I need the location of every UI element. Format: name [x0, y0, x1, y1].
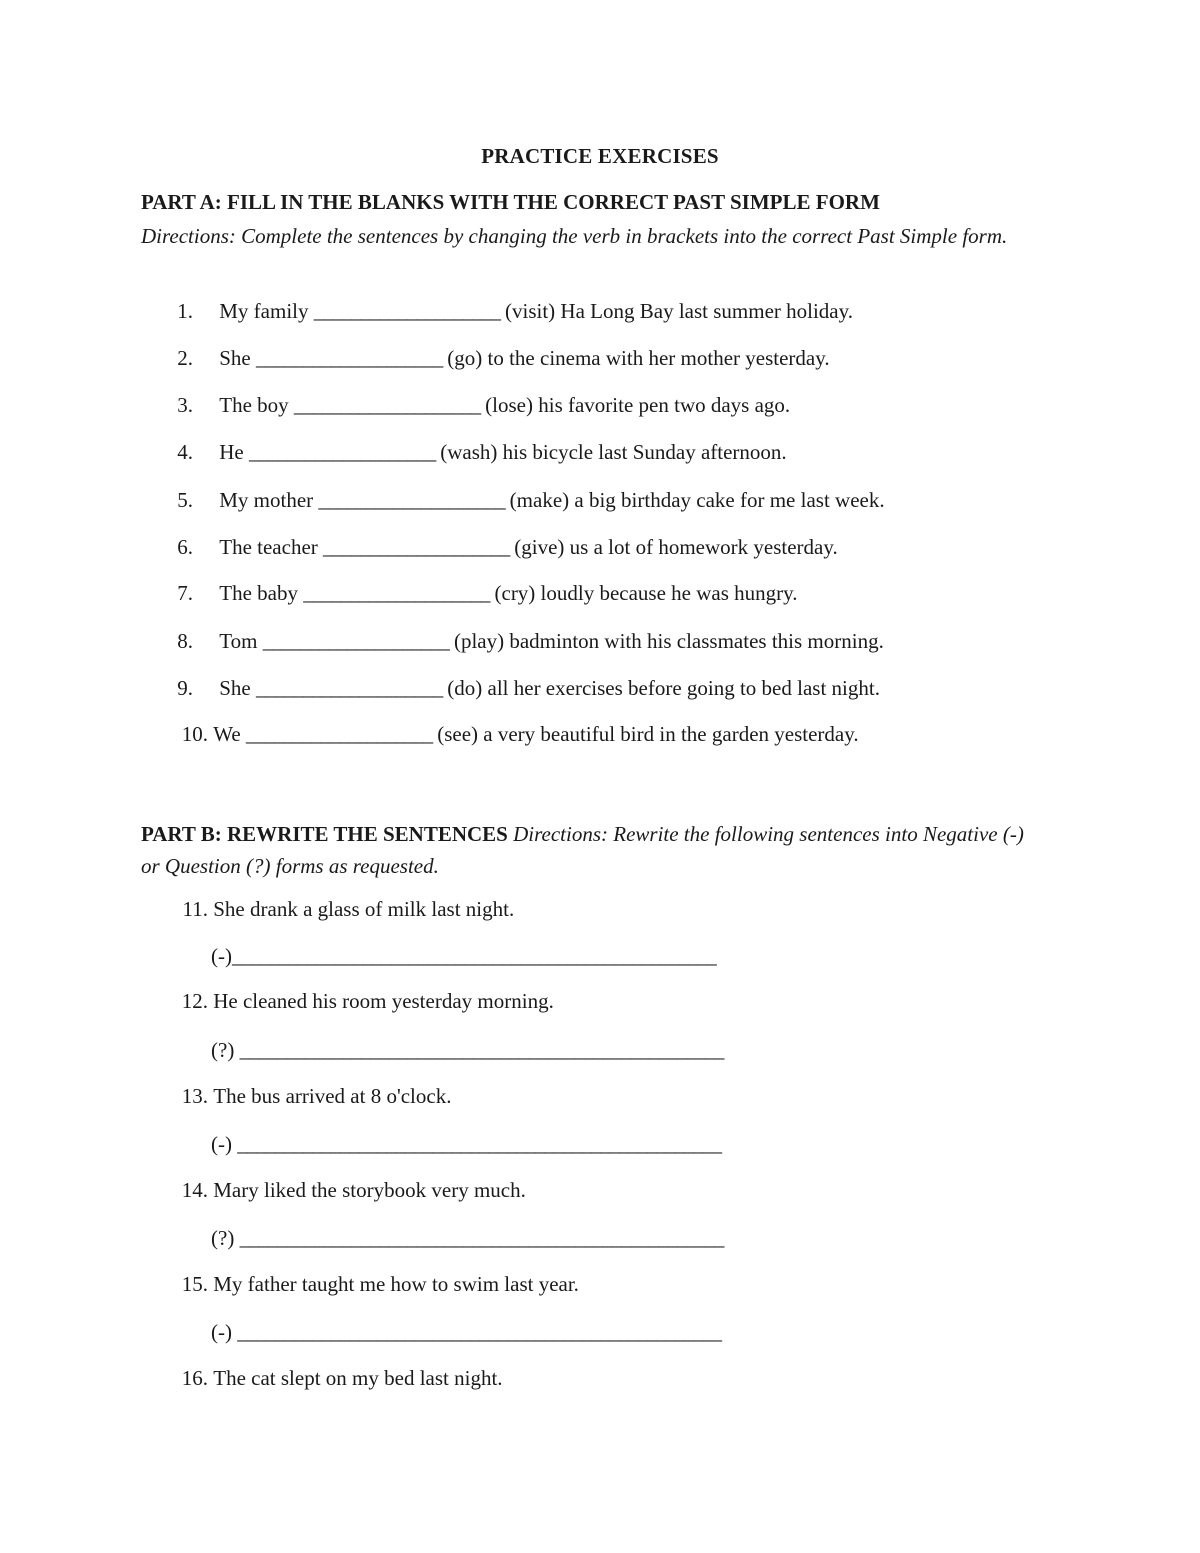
- item-after: (do) all her exercises before going to bed last night.: [447, 676, 880, 700]
- item-before: She: [219, 346, 251, 370]
- list-item: [141, 393, 1101, 418]
- list-item: [141, 1178, 1101, 1203]
- answer-blank[interactable]: ____________________: [249, 440, 436, 464]
- item-sentence: The bus arrived at 8 o'clock.: [213, 1084, 452, 1108]
- item-before: The boy: [219, 393, 289, 417]
- item-number: 3.: [177, 393, 193, 417]
- answer-blank[interactable]: ____________________: [262, 629, 449, 653]
- item-number: 10.: [181, 722, 208, 746]
- list-item: [141, 1084, 1101, 1109]
- item-number: 1.: [177, 299, 193, 323]
- form-marker: (-): [211, 1320, 232, 1344]
- answer-line[interactable]: ____________________________________________________: [239, 1226, 724, 1250]
- item-after: (play) badminton with his classmates this morning.: [453, 629, 884, 653]
- item-number: 5.: [177, 488, 193, 512]
- item-number: 6.: [177, 535, 193, 559]
- list-item: [141, 676, 1101, 701]
- list-item: [141, 581, 1101, 606]
- item-after: (make) a big birthday cake for me last week.: [509, 488, 885, 512]
- answer-line[interactable]: ____________________________________________________: [231, 944, 716, 968]
- item-before: The teacher: [219, 535, 318, 559]
- item-number: 12.: [181, 989, 208, 1013]
- answer-blank[interactable]: ____________________: [318, 488, 505, 512]
- item-after: (lose) his favorite pen two days ago.: [485, 393, 791, 417]
- answer-row: [211, 1226, 723, 1251]
- answer-blank[interactable]: ____________________: [313, 299, 500, 323]
- item-number: 9.: [177, 676, 193, 700]
- item-number: 7.: [177, 581, 193, 605]
- list-item: [141, 1366, 1101, 1391]
- item-after: (cry) loudly because he was hungry.: [494, 581, 798, 605]
- item-after: (wash) his bicycle last Sunday afternoon.: [440, 440, 787, 464]
- answer-row: [211, 1320, 721, 1345]
- item-before: The baby: [219, 581, 298, 605]
- answer-line[interactable]: ____________________________________________________: [239, 1038, 724, 1062]
- item-sentence: He cleaned his room yesterday morning.: [213, 989, 554, 1013]
- list-item: [141, 535, 1101, 560]
- list-item: [141, 989, 1101, 1014]
- page-title: PRACTICE EXERCISES: [481, 144, 719, 168]
- item-number: 14.: [181, 1178, 208, 1202]
- item-sentence: Mary liked the storybook very much.: [213, 1178, 526, 1202]
- answer-blank[interactable]: ____________________: [303, 581, 490, 605]
- list-item: [141, 722, 1101, 747]
- answer-row: [211, 944, 716, 969]
- answer-blank[interactable]: ____________________: [256, 676, 443, 700]
- item-number: 8.: [177, 629, 193, 653]
- list-item: [141, 299, 1101, 324]
- part-b-intro: [141, 818, 1041, 882]
- list-item: [141, 629, 1101, 654]
- item-number: 13.: [181, 1084, 208, 1108]
- form-marker: (?): [211, 1038, 235, 1062]
- item-before: Tom: [219, 629, 258, 653]
- item-before: He: [219, 440, 244, 464]
- item-before: My family: [219, 299, 309, 323]
- list-item: [141, 1272, 1101, 1297]
- part-b-directions: Directions: Rewrite the following sentences into Negative (-) or Question (?) forms as requested.: [141, 822, 1024, 878]
- item-number: 2.: [177, 346, 193, 370]
- list-item: [141, 897, 1101, 922]
- item-after: (give) us a lot of homework yesterday.: [514, 535, 838, 559]
- item-before: We: [213, 722, 241, 746]
- item-number: 4.: [177, 440, 193, 464]
- form-marker: (?): [211, 1226, 235, 1250]
- part-a-directions: Directions: Complete the sentences by changing the verb in brackets into the correct Past Simple form.: [141, 224, 1008, 248]
- answer-blank[interactable]: ____________________: [245, 722, 432, 746]
- answer-line[interactable]: ____________________________________________________: [237, 1320, 721, 1344]
- part-b-heading: PART B: REWRITE THE SENTENCES: [141, 822, 508, 846]
- form-marker: (-): [211, 1132, 232, 1156]
- item-after: (visit) Ha Long Bay last summer holiday.: [505, 299, 854, 323]
- answer-blank[interactable]: ____________________: [323, 535, 510, 559]
- item-number: 16.: [181, 1366, 208, 1390]
- item-number: 11.: [182, 897, 208, 921]
- item-number: 15.: [181, 1272, 208, 1296]
- answer-blank[interactable]: ____________________: [256, 346, 443, 370]
- item-sentence: She drank a glass of milk last night.: [213, 897, 515, 921]
- item-sentence: My father taught me how to swim last year.: [213, 1272, 579, 1296]
- form-marker: (-): [211, 944, 232, 968]
- answer-line[interactable]: ____________________________________________________: [237, 1132, 721, 1156]
- item-sentence: The cat slept on my bed last night.: [213, 1366, 503, 1390]
- item-before: She: [219, 676, 251, 700]
- answer-row: [211, 1038, 723, 1063]
- answer-blank[interactable]: ____________________: [293, 393, 480, 417]
- list-item: [141, 488, 1101, 513]
- list-item: [141, 440, 1101, 465]
- item-after: (go) to the cinema with her mother yesterday.: [447, 346, 830, 370]
- part-a-heading: PART A: FILL IN THE BLANKS WITH THE CORRECT PAST SIMPLE FORM: [141, 190, 880, 214]
- item-after: (see) a very beautiful bird in the garden yesterday.: [437, 722, 859, 746]
- answer-row: [211, 1132, 721, 1157]
- list-item: [141, 346, 1101, 371]
- item-before: My mother: [219, 488, 314, 512]
